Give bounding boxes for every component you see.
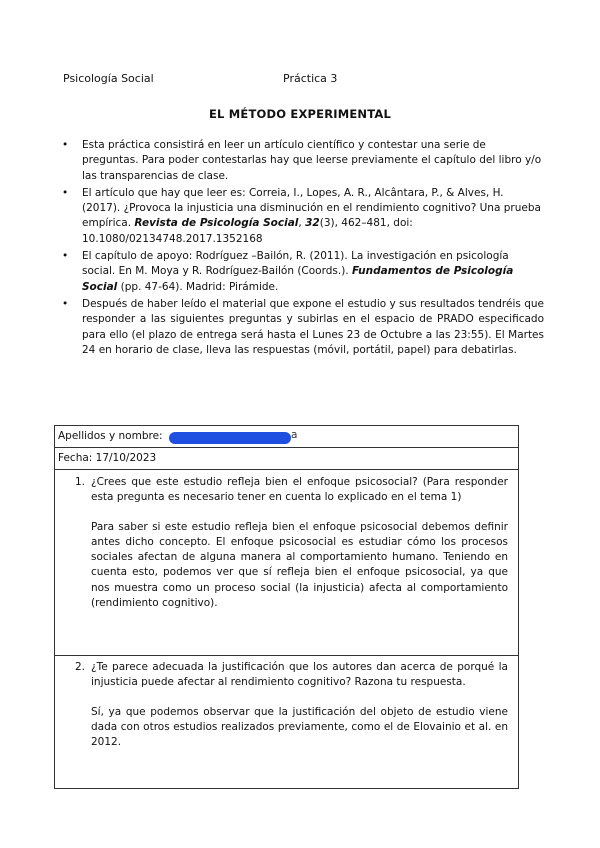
question-number: 1. — [75, 476, 86, 488]
name-label: Apellidos y nombre: — [58, 430, 163, 442]
instructions-list — [60, 138, 544, 360]
date-label: Fecha: 17/10/2023 — [58, 452, 157, 464]
book-title: Fundamentos de Psicología Social — [82, 265, 514, 293]
bullet-icon: • — [62, 186, 69, 199]
redaction-mark — [169, 432, 291, 444]
journal-volume: 32 — [305, 217, 320, 230]
bullet-icon: • — [62, 297, 69, 310]
deadline-text: Después de haber leído el material que expone el estudio y sus resultados tendréis que responder a las siguientes preguntas y subirlas en el espacio de PRADO especificado para ello (el plazo de entrega será hasta el Lunes 23 de Octubre a las 23:55). El Martes 24 en horario de clase, lleva las respuestas (móvil, portátil, papel) para debatirlas. — [82, 297, 544, 356]
subject-label: Psicología Social — [63, 72, 154, 85]
list-item — [60, 138, 544, 184]
answer-text: Sí, ya que podemos observar que la justificación del objeto de estudio viene dada con otros estudios realizados previamente, como el de Elovainio et al. en 2012. — [91, 705, 508, 749]
answer-text: Para saber si este estudio refleja bien el enfoque psicosocial debemos definir antes dicho concepto. El enfoque psicosocial es estudiar cómo los procesos sociales afectan de alguna manera al comportamiento humano. Teniendo en cuenta esto, podemos ver que sí refleja bien el enfoque psicosocial, ya que nos muestra como un proceso social (la injusticia) afecta al comportamiento (rendimiento cognitivo). — [91, 520, 508, 610]
question-text: ¿Crees que este estudio refleja bien el enfoque psicosocial? (Para responder esta pregunta es necesario tener en cuenta lo explicado en el tema 1) — [91, 476, 508, 504]
list-item — [60, 249, 544, 295]
question-block — [75, 475, 508, 611]
page-title: EL MÉTODO EXPERIMENTAL — [208, 107, 392, 121]
practice-label: Práctica 3 — [283, 72, 338, 85]
book-pages: (pp. 47-64). Madrid: Pirámide. — [120, 280, 279, 293]
question-number: 2. — [75, 661, 86, 673]
journal-title: Revista de Psicología Social — [134, 217, 299, 230]
question-1-row — [55, 470, 518, 656]
chapter-reference: El capítulo de apoyo: Rodríguez –Bailón, R. (2011). La investigación en psicología social. En M. Moya y R. Rodríguez-Bailón (Coords.). — [82, 250, 509, 278]
question-2-row — [55, 656, 518, 789]
answer-form-table — [54, 425, 519, 789]
question-block — [75, 660, 508, 750]
list-item: • El artículo que hay que leer es: Correia, I., Lopes, A. R., Alcântara, P., & Alves, H. (2017). ¿Provoca la injusticia una disminución en el rendimiento cognitivo? Una prueba empírica. Revista de Psicología Social, 32(3), 462–481, doi: 10.1080/02134748.2017.1352168 — [62, 186, 541, 245]
name-tail: a — [291, 429, 298, 441]
bullet-icon: • — [62, 139, 69, 151]
instruction-text: Esta práctica consistirá en leer un artículo científico y contestar una serie de preguntas. Para poder contestarlas hay que leerse previamente el capítulo del libro y/o las transparencias de clase. — [82, 139, 542, 182]
question-text: ¿Te parece adecuada la justificación que los autores dan acerca de porqué la injusticia puede afectar al rendimiento cognitivo? Razona tu respuesta. — [91, 661, 508, 689]
date-row — [55, 448, 518, 470]
name-row — [55, 426, 518, 448]
article-reference: El artículo que hay que leer es: Correia, I., Lopes, A. R., Alcântara, P., & Alves, H. (2017). ¿Provoca la injusticia una disminución en el rendimiento cognitivo? Una prueba empírica. — [82, 186, 541, 230]
bullet-icon: • — [62, 250, 69, 263]
list-item — [60, 297, 544, 358]
article-pages-doi: (3), 462–481, doi: 10.1080/02134748.2017.1352168 — [82, 217, 413, 245]
